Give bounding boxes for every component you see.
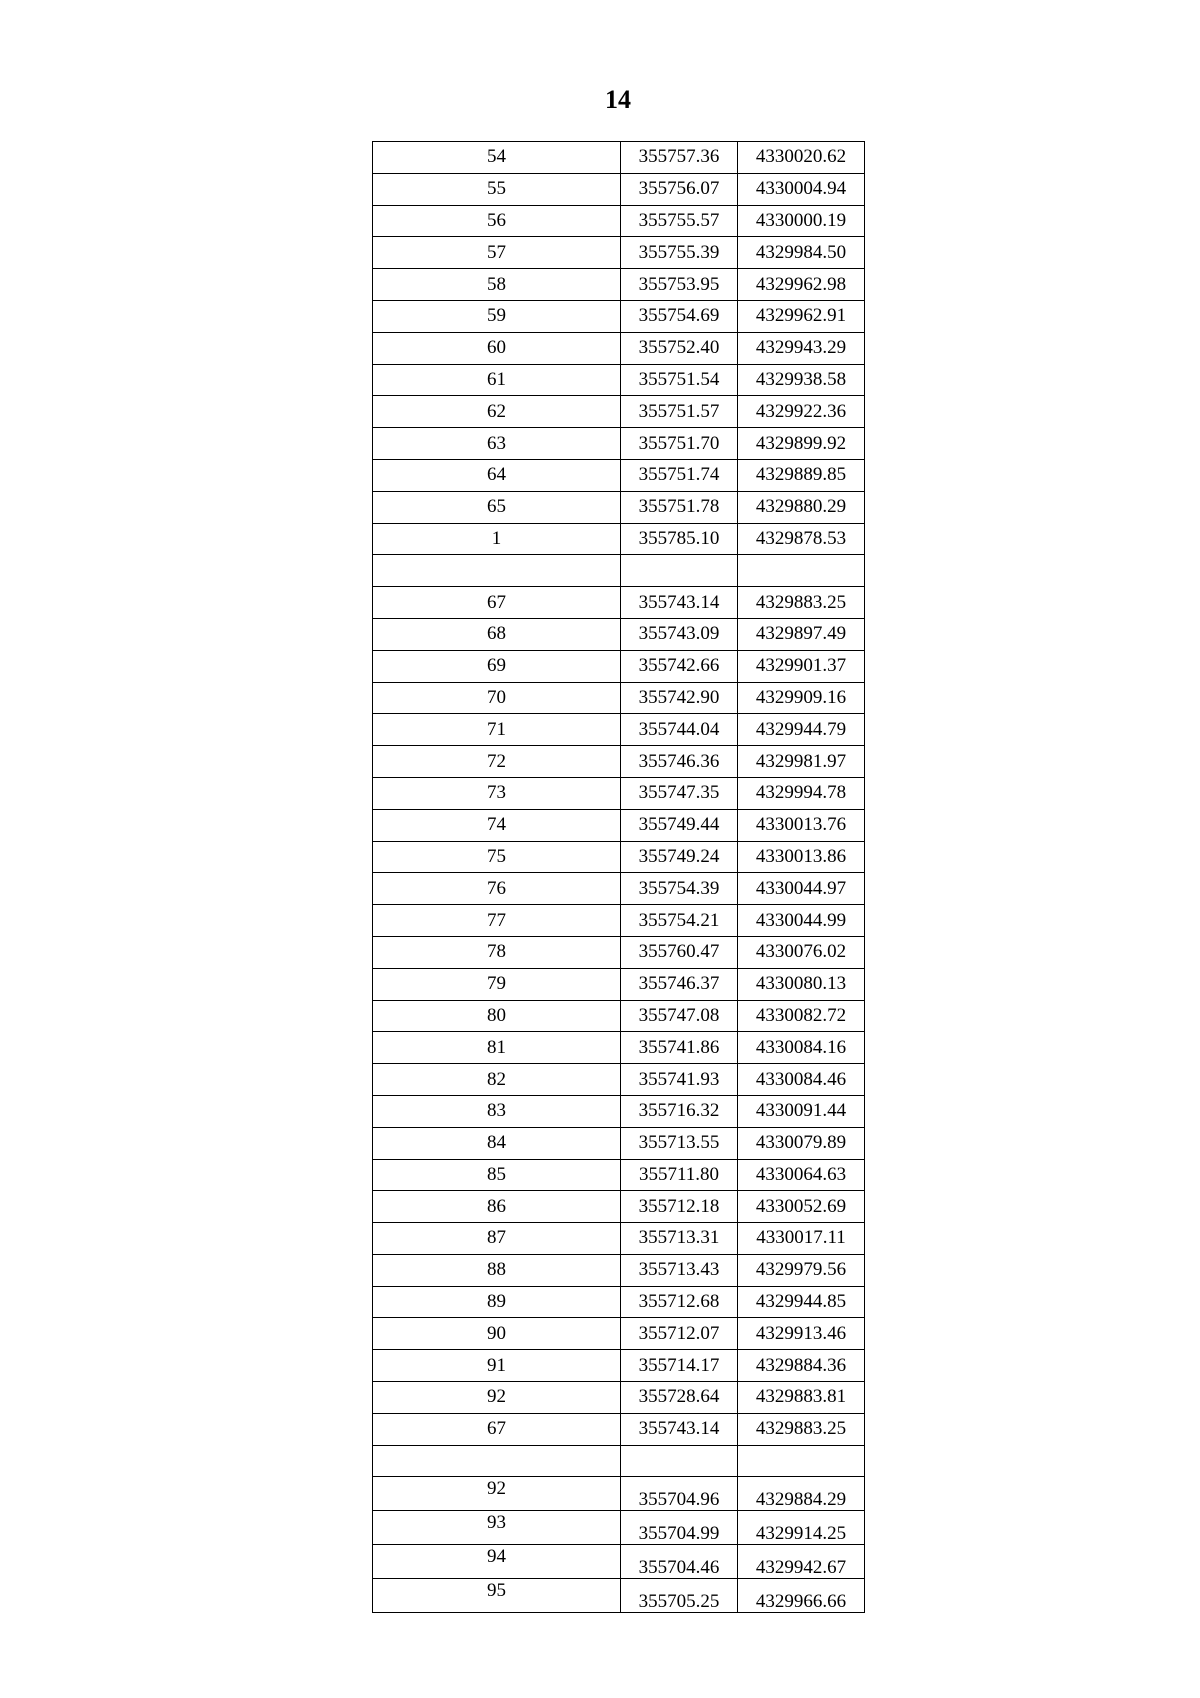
table-row	[373, 777, 865, 809]
y-coordinate-cell: 4330084.46	[738, 1064, 865, 1096]
point-number-cell: 92	[373, 1382, 621, 1414]
table-row	[373, 491, 865, 523]
x-coordinate-cell: 355751.70	[621, 428, 738, 460]
point-number-cell: 72	[373, 746, 621, 778]
x-coordinate-cell: 355728.64	[621, 1382, 738, 1414]
table-row	[373, 1032, 865, 1064]
point-number-cell: 59	[373, 300, 621, 332]
table-row	[373, 873, 865, 905]
y-coordinate-cell: 4329944.85	[738, 1286, 865, 1318]
table-row	[373, 1511, 865, 1545]
table-row	[373, 1286, 865, 1318]
y-coordinate-cell: 4329962.98	[738, 269, 865, 301]
point-number-cell	[373, 1445, 621, 1477]
page-number: 14	[605, 85, 631, 114]
table-row	[373, 936, 865, 968]
y-coordinate-cell: 4329899.92	[738, 428, 865, 460]
point-number-cell: 74	[373, 809, 621, 841]
x-coordinate-cell: 355751.74	[621, 459, 738, 491]
point-number-cell	[373, 555, 621, 587]
table-row	[373, 587, 865, 619]
point-number-cell: 81	[373, 1032, 621, 1064]
table-row	[373, 428, 865, 460]
table-row	[373, 841, 865, 873]
y-coordinate-cell: 4330044.99	[738, 905, 865, 937]
y-coordinate-cell: 4330084.16	[738, 1032, 865, 1064]
y-coordinate-cell: 4329883.25	[738, 1413, 865, 1445]
y-coordinate-cell: 4330064.63	[738, 1159, 865, 1191]
x-coordinate-cell: 355752.40	[621, 332, 738, 364]
y-coordinate-cell: 4329883.81	[738, 1382, 865, 1414]
point-number-cell: 79	[373, 968, 621, 1000]
point-number-cell: 89	[373, 1286, 621, 1318]
x-coordinate-cell: 355747.35	[621, 777, 738, 809]
point-number-cell: 71	[373, 714, 621, 746]
coordinates-table-body	[373, 142, 865, 1613]
table-row	[373, 1159, 865, 1191]
point-number-cell: 55	[373, 173, 621, 205]
x-coordinate-cell: 355746.37	[621, 968, 738, 1000]
table-row	[373, 142, 865, 174]
y-coordinate-cell: 4330076.02	[738, 936, 865, 968]
y-coordinate-cell: 4330013.76	[738, 809, 865, 841]
point-number-cell: 1	[373, 523, 621, 555]
y-coordinate-cell: 4330017.11	[738, 1223, 865, 1255]
y-coordinate-cell: 4329979.56	[738, 1254, 865, 1286]
y-coordinate-cell: 4329901.37	[738, 650, 865, 682]
table-row	[373, 205, 865, 237]
table-row	[373, 396, 865, 428]
table-row	[373, 269, 865, 301]
table-row	[373, 905, 865, 937]
x-coordinate-cell: 355712.68	[621, 1286, 738, 1318]
table-row	[373, 459, 865, 491]
point-number-cell: 78	[373, 936, 621, 968]
x-coordinate-cell: 355704.96	[621, 1477, 738, 1511]
y-coordinate-cell: 4329962.91	[738, 300, 865, 332]
point-number-cell: 58	[373, 269, 621, 301]
x-coordinate-cell: 355749.44	[621, 809, 738, 841]
x-coordinate-cell: 355713.43	[621, 1254, 738, 1286]
point-number-cell: 56	[373, 205, 621, 237]
x-coordinate-cell: 355744.04	[621, 714, 738, 746]
coordinates-table	[372, 141, 865, 1613]
point-number-cell: 65	[373, 491, 621, 523]
y-coordinate-cell: 4329966.66	[738, 1578, 865, 1612]
point-number-cell: 67	[373, 1413, 621, 1445]
x-coordinate-cell: 355756.07	[621, 173, 738, 205]
point-number-cell: 57	[373, 237, 621, 269]
point-number-cell: 82	[373, 1064, 621, 1096]
table-row	[373, 1064, 865, 1096]
y-coordinate-cell: 4329922.36	[738, 396, 865, 428]
y-coordinate-cell: 4329884.36	[738, 1350, 865, 1382]
x-coordinate-cell	[621, 555, 738, 587]
x-coordinate-cell: 355755.57	[621, 205, 738, 237]
table-row	[373, 746, 865, 778]
point-number-cell: 61	[373, 364, 621, 396]
point-number-cell: 68	[373, 618, 621, 650]
table-row	[373, 714, 865, 746]
x-coordinate-cell: 355743.14	[621, 587, 738, 619]
table-row	[373, 650, 865, 682]
table-row	[373, 523, 865, 555]
table-row	[373, 1578, 865, 1612]
table-row	[373, 1095, 865, 1127]
table-row	[373, 618, 865, 650]
x-coordinate-cell: 355705.25	[621, 1578, 738, 1612]
table-row	[373, 237, 865, 269]
x-coordinate-cell: 355751.54	[621, 364, 738, 396]
x-coordinate-cell: 355743.14	[621, 1413, 738, 1445]
y-coordinate-cell: 4330004.94	[738, 173, 865, 205]
y-coordinate-cell: 4330091.44	[738, 1095, 865, 1127]
x-coordinate-cell: 355751.78	[621, 491, 738, 523]
point-number-cell: 94	[373, 1545, 621, 1579]
point-number-cell: 90	[373, 1318, 621, 1350]
y-coordinate-cell: 4329880.29	[738, 491, 865, 523]
x-coordinate-cell: 355741.86	[621, 1032, 738, 1064]
table-row	[373, 968, 865, 1000]
x-coordinate-cell: 355742.66	[621, 650, 738, 682]
point-number-cell: 84	[373, 1127, 621, 1159]
table-row	[373, 682, 865, 714]
x-coordinate-cell: 355713.31	[621, 1223, 738, 1255]
y-coordinate-cell: 4330052.69	[738, 1191, 865, 1223]
point-number-cell: 70	[373, 682, 621, 714]
y-coordinate-cell: 4330080.13	[738, 968, 865, 1000]
x-coordinate-cell: 355753.95	[621, 269, 738, 301]
point-number-cell: 76	[373, 873, 621, 905]
x-coordinate-cell: 355704.99	[621, 1511, 738, 1545]
table-row	[373, 1191, 865, 1223]
y-coordinate-cell: 4330044.97	[738, 873, 865, 905]
y-coordinate-cell: 4329938.58	[738, 364, 865, 396]
y-coordinate-cell: 4329909.16	[738, 682, 865, 714]
point-number-cell: 85	[373, 1159, 621, 1191]
x-coordinate-cell: 355711.80	[621, 1159, 738, 1191]
y-coordinate-cell	[738, 555, 865, 587]
point-number-cell: 80	[373, 1000, 621, 1032]
point-number-cell: 91	[373, 1350, 621, 1382]
table-row	[373, 1000, 865, 1032]
point-number-cell: 83	[373, 1095, 621, 1127]
x-coordinate-cell: 355741.93	[621, 1064, 738, 1096]
y-coordinate-cell: 4329878.53	[738, 523, 865, 555]
x-coordinate-cell: 355743.09	[621, 618, 738, 650]
y-coordinate-cell: 4329981.97	[738, 746, 865, 778]
x-coordinate-cell: 355754.39	[621, 873, 738, 905]
point-number-cell: 88	[373, 1254, 621, 1286]
y-coordinate-cell: 4330020.62	[738, 142, 865, 174]
point-number-cell: 86	[373, 1191, 621, 1223]
point-number-cell: 63	[373, 428, 621, 460]
y-coordinate-cell: 4330000.19	[738, 205, 865, 237]
point-number-cell: 93	[373, 1511, 621, 1545]
point-number-cell: 60	[373, 332, 621, 364]
point-number-cell: 54	[373, 142, 621, 174]
y-coordinate-cell	[738, 1445, 865, 1477]
x-coordinate-cell: 355746.36	[621, 746, 738, 778]
x-coordinate-cell: 355704.46	[621, 1545, 738, 1579]
x-coordinate-cell: 355754.69	[621, 300, 738, 332]
table-row	[373, 300, 865, 332]
table-row	[373, 1445, 865, 1477]
point-number-cell: 75	[373, 841, 621, 873]
x-coordinate-cell: 355712.18	[621, 1191, 738, 1223]
x-coordinate-cell: 355713.55	[621, 1127, 738, 1159]
point-number-cell: 77	[373, 905, 621, 937]
y-coordinate-cell: 4329944.79	[738, 714, 865, 746]
y-coordinate-cell: 4329942.67	[738, 1545, 865, 1579]
point-number-cell: 64	[373, 459, 621, 491]
y-coordinate-cell: 4329994.78	[738, 777, 865, 809]
x-coordinate-cell: 355742.90	[621, 682, 738, 714]
table-row	[373, 1223, 865, 1255]
table-row	[373, 1254, 865, 1286]
y-coordinate-cell: 4329984.50	[738, 237, 865, 269]
x-coordinate-cell: 355785.10	[621, 523, 738, 555]
y-coordinate-cell: 4329943.29	[738, 332, 865, 364]
y-coordinate-cell: 4329913.46	[738, 1318, 865, 1350]
table-row	[373, 1413, 865, 1445]
y-coordinate-cell: 4329914.25	[738, 1511, 865, 1545]
table-row	[373, 1350, 865, 1382]
x-coordinate-cell: 355751.57	[621, 396, 738, 428]
table-row	[373, 1382, 865, 1414]
y-coordinate-cell: 4329889.85	[738, 459, 865, 491]
y-coordinate-cell: 4330079.89	[738, 1127, 865, 1159]
x-coordinate-cell: 355757.36	[621, 142, 738, 174]
x-coordinate-cell	[621, 1445, 738, 1477]
x-coordinate-cell: 355747.08	[621, 1000, 738, 1032]
point-number-cell: 62	[373, 396, 621, 428]
table-row	[373, 809, 865, 841]
y-coordinate-cell: 4330013.86	[738, 841, 865, 873]
table-row	[373, 1545, 865, 1579]
table-row	[373, 173, 865, 205]
x-coordinate-cell: 355754.21	[621, 905, 738, 937]
table-row	[373, 555, 865, 587]
x-coordinate-cell: 355712.07	[621, 1318, 738, 1350]
x-coordinate-cell: 355755.39	[621, 237, 738, 269]
table-row	[373, 1477, 865, 1511]
table-row	[373, 1127, 865, 1159]
point-number-cell: 92	[373, 1477, 621, 1511]
point-number-cell: 73	[373, 777, 621, 809]
x-coordinate-cell: 355749.24	[621, 841, 738, 873]
y-coordinate-cell: 4329883.25	[738, 587, 865, 619]
point-number-cell: 69	[373, 650, 621, 682]
x-coordinate-cell: 355714.17	[621, 1350, 738, 1382]
table-row	[373, 332, 865, 364]
x-coordinate-cell: 355716.32	[621, 1095, 738, 1127]
x-coordinate-cell: 355760.47	[621, 936, 738, 968]
table-row	[373, 1318, 865, 1350]
point-number-cell: 87	[373, 1223, 621, 1255]
y-coordinate-cell: 4329884.29	[738, 1477, 865, 1511]
table-row	[373, 364, 865, 396]
y-coordinate-cell: 4329897.49	[738, 618, 865, 650]
point-number-cell: 95	[373, 1578, 621, 1612]
point-number-cell: 67	[373, 587, 621, 619]
y-coordinate-cell: 4330082.72	[738, 1000, 865, 1032]
